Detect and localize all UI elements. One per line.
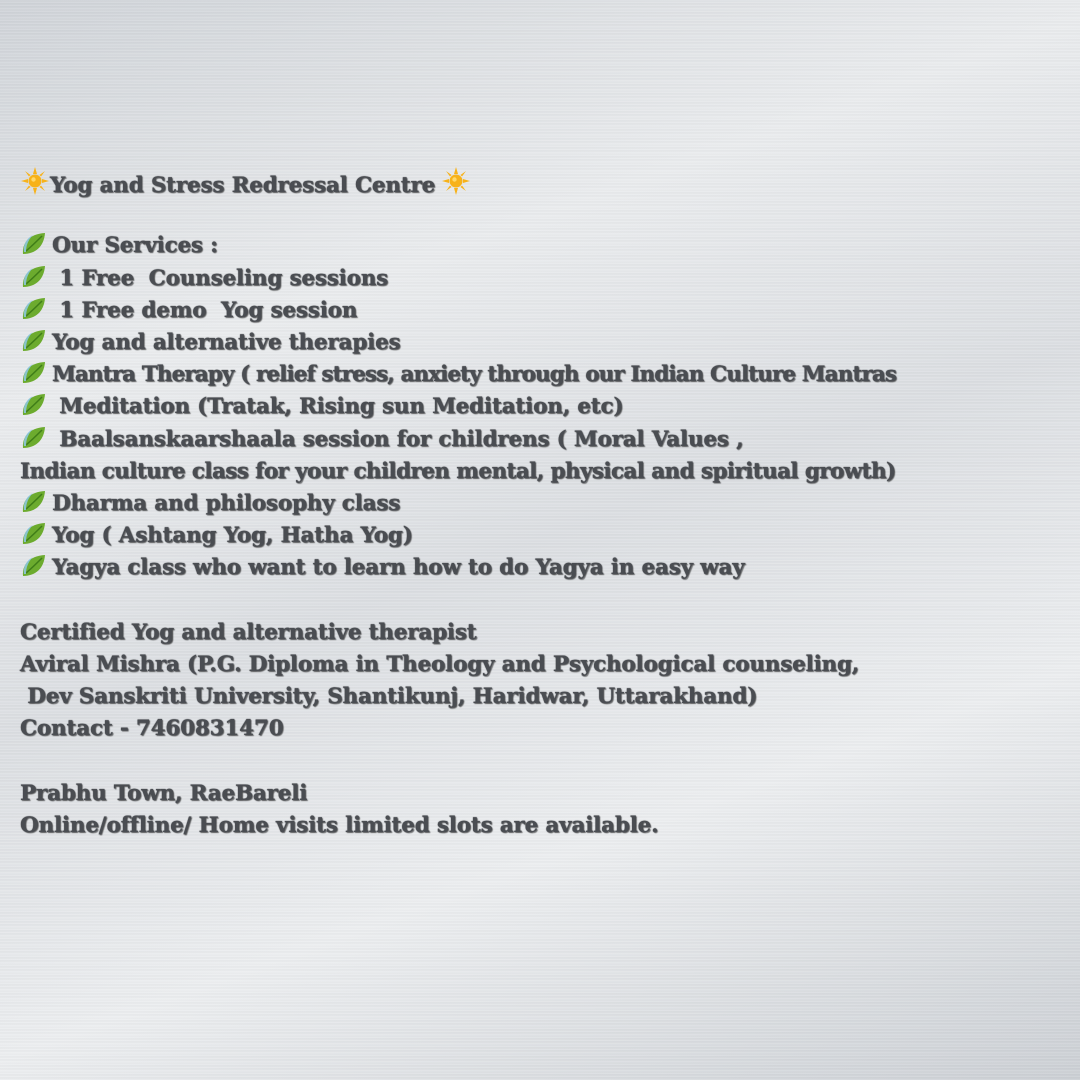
leaf-icon: [20, 295, 48, 321]
therapist-university: Dev Sanskriti University, Shantikunj, Haridwar, Uttarakhand): [20, 684, 758, 709]
list-item: [20, 263, 1070, 295]
leaf-icon: [20, 230, 48, 256]
list-item: [20, 520, 1070, 552]
service-item-label: Meditation (Tratak, Rising sun Meditation, etc): [52, 394, 624, 420]
list-item: [20, 424, 1070, 456]
service-item-label: 1 Free demo Yog session: [52, 297, 358, 323]
service-item-label: Dharma and philosophy class: [52, 490, 401, 516]
leaf-icon: [20, 520, 48, 546]
list-item: [20, 488, 1070, 520]
leaf-icon: [20, 359, 48, 385]
leaf-icon: [20, 391, 48, 417]
service-item-label: Yagya class who want to learn how to do Yagya in easy way: [52, 555, 745, 581]
service-item-label: Baalsanskaarshaala session for childrens ( Moral Values ,: [52, 426, 744, 452]
contact-info: Contact - 7460831470: [20, 716, 284, 742]
services-heading: Our Services :: [52, 233, 218, 259]
leaf-icon: [20, 327, 48, 353]
spacer: [20, 745, 1070, 777]
spacer: [20, 584, 1070, 616]
title-line: [20, 166, 1070, 198]
list-item: [20, 359, 1070, 391]
page-title: Yog and Stress Redressal Centre: [50, 173, 436, 198]
services-heading-line: [20, 230, 1070, 262]
address: Prabhu Town, RaeBareli: [20, 780, 308, 806]
list-item: [20, 552, 1070, 584]
service-item-label: Yog and alternative therapies: [52, 329, 401, 355]
leaf-icon: [20, 263, 48, 289]
list-item: [20, 327, 1070, 359]
spacer: [20, 198, 1070, 230]
availability-note: Online/offline/ Home visits limited slots are available.: [20, 812, 659, 838]
leaf-icon: [20, 424, 48, 450]
list-item: [20, 391, 1070, 423]
therapist-name: Aviral Mishra (P.G. Diploma in Theology and Psychological counseling,: [20, 651, 860, 677]
list-item: [20, 295, 1070, 327]
list-item-continuation: [20, 456, 1070, 488]
therapist-title: Certified Yog and alternative therapist: [20, 619, 477, 645]
service-item-label: Mantra Therapy ( relief stress, anxiety through our Indian Culture Mantras: [52, 362, 897, 388]
sun-icon: [20, 166, 50, 196]
service-item-label: 1 Free Counseling sessions: [52, 265, 389, 291]
leaf-icon: [20, 552, 48, 578]
service-item-label: Yog ( Ashtang Yog, Hatha Yog): [52, 523, 413, 549]
leaf-icon: [20, 488, 48, 514]
announcement-board: [20, 166, 1070, 842]
service-item-continuation: Indian culture class for your children mental, physical and spiritual growth): [20, 458, 896, 484]
sun-icon: [441, 166, 471, 196]
